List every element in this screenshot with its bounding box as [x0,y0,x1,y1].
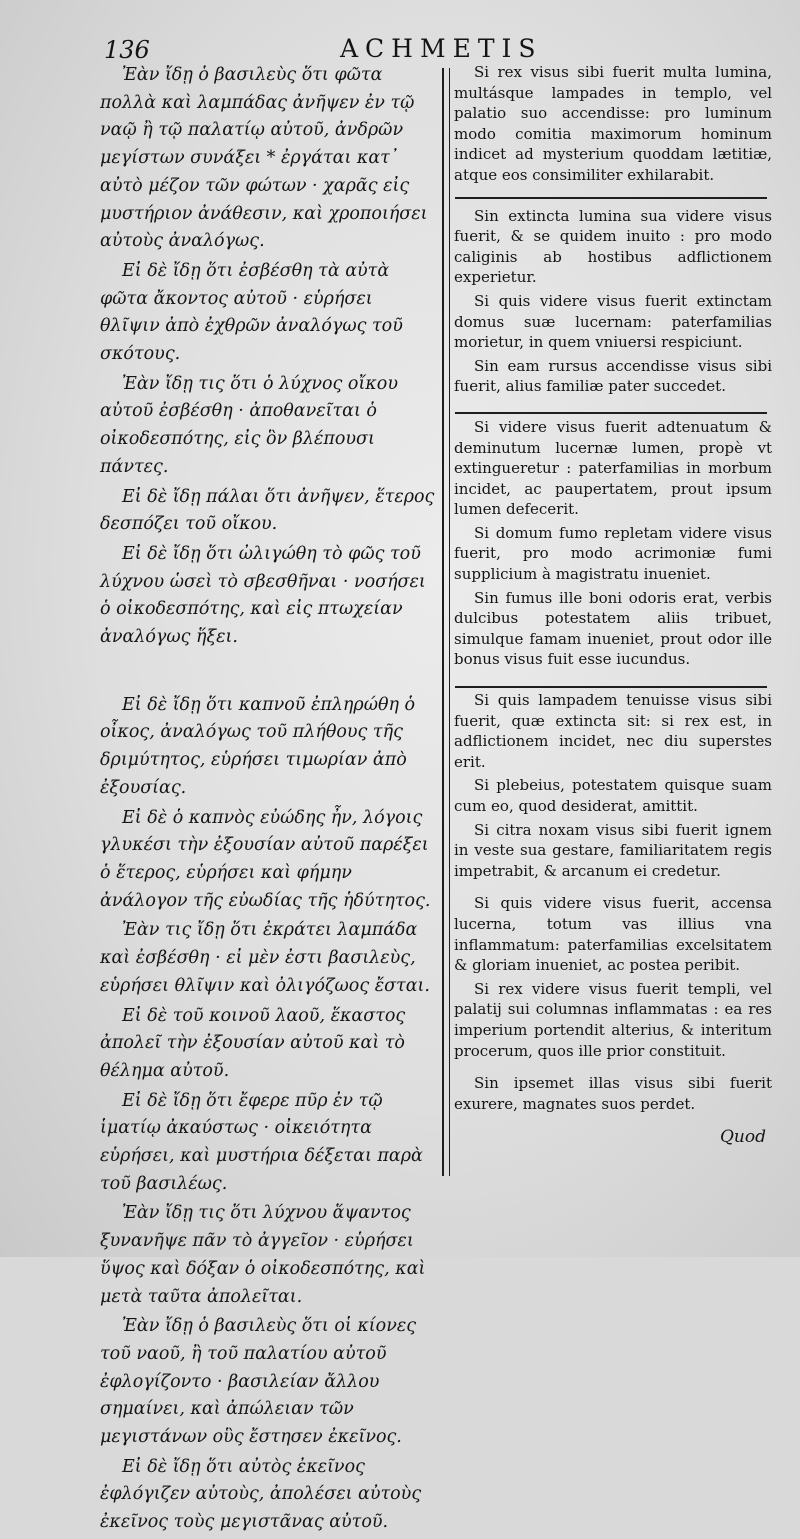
greek-paragraph: Ἐὰν ἴδῃ ὁ βασιλεὺς ὅτι φῶτα πολλὰ καὶ λαμπάδας ἀνῆψεν ἐν τῷ ναῷ ἢ τῷ παλατίῳ αὐτοῦ, ἀνδρῶν μεγίστων συνάξει * ἐργάται κατ᾽ αὐτὸ μέζον τῶν φώτων · χαρᾶς εἰς μυστήριον ἀνάθεσιν, καὶ χροποιήσει αὐτοὺς ἀναλόγως. [100,65,428,252]
latin-paragraph: Si quis lampadem tenuisse visus sibi fuerit, quæ extincta sit: si rex est, in adflictionem incidet, nec diu superstes erit. [454,691,772,771]
page-number: 136 [104,36,150,64]
greek-text-column [100,62,435,1539]
column-divider [442,68,444,1176]
latin-paragraph: Si videre visus fuerit adtenuatum & deminutum lucernæ lumen, propè vt extingueretur : paterfamilias in morbum incidet, ac paupertatem, prout ipsum lumen defecerit. [454,417,772,519]
latin-text-column [454,62,772,1117]
greek-paragraph: Ἐὰν τις ἴδῃ ὅτι ἐκράτει λαμπάδα καὶ ἐσβέσθη · εἰ μὲν ἐστι βασιλεὺς, εὑρήσει θλῖψιν καὶ ὀλιγόζωος ἔσται. [100,920,430,996]
greek-paragraph: Εἰ δὲ ὁ καπνὸς εὐώδης ἦν, λόγοις γλυκέσι τὴν ἐξουσίαν αὐτοῦ παρέξει ὁ ἕτερος, εὑρήσει καὶ φήμην ἀνάλογον τῆς εὐωδίας τῆς ἡδύτητος. [100,807,431,911]
greek-paragraph: Εἰ δὲ ἴδῃ ὅτι ἐσβέσθη τὰ αὐτὰ φῶτα ἄκοντος αὐτοῦ · εὑρήσει θλῖψιν ἀπὸ ἐχθρῶν ἀναλόγως τοῦ σκότους. [100,260,403,365]
latin-paragraph: Si rex videre visus fuerit templi, vel palatij sui columnas inflammatas : ea res imperium portendit alterius, & interitum procerum, quos ille prior constituit. [454,979,772,1060]
column-divider-thin [449,68,450,1176]
greek-paragraph: Ἐὰν ἴδῃ τις ὅτι λύχνου ἅψαντος ξυνανῆψε πᾶν τὸ ἀγγεῖον · εὑρήσει ὕψος καὶ δόξαν ὁ οἰκοδεσπότης, καὶ μετὰ ταῦτα ἀπολεῖται. [100,1203,426,1307]
latin-paragraph: Si quis videre visus fuerit, accensa lucerna, totum vas illius vna inflammatum: paterfamilias excelsitatem & gloriam inueniet, ac postea peribit. [454,894,772,975]
latin-paragraph: Si plebeius, potestatem quisque suam cum eo, quod desiderat, amittit. [454,776,772,815]
catchword: Quod [720,1127,767,1147]
latin-paragraph: Si rex visus sibi fuerit multa lumina, multásque lampades in templo, vel palatio suo accendisse: pro luminum modo comitia maximorum hominum indicet ad mysterium quoddam lætitiæ, atque eos consimiliter exhilarabit. [454,63,772,184]
greek-paragraph: Εἰ δὲ ἴδῃ ὅτι ὠλιγώθη τὸ φῶς τοῦ λύχνου ὡσεὶ τὸ σβεσθῆναι · νοσήσει ὁ οἰκοδεσπότης, καὶ εἰς πτωχείαν ἀναλόγως ἥξει. [100,543,426,648]
latin-paragraph: Si citra noxam visus sibi fuerit ignem in veste sua gestare, familiaritatem regis impetrabit, & arcanum ei credetur. [454,820,772,880]
greek-paragraph: Ἐὰν ἴδῃ ὁ βασιλεὺς ὅτι οἱ κίονες τοῦ ναοῦ, ἢ τοῦ παλατίου αὐτοῦ ἐφλογίζοντο · βασιλείαν ἄλλου σημαίνει, καὶ ἀπώλειαν τῶν μεγιστάνων οὓς ἔστησεν ἐκεῖνος. [100,1316,417,1448]
latin-paragraph: Si quis videre visus fuerit extinctam domus suæ lucernam: paterfamilias morietur, in quem vniuersi respiciunt. [454,291,772,352]
greek-paragraph: Εἰ δὲ ἴδῃ ὅτι ἔφερε πῦρ ἐν τῷ ἱματίῳ ἀκαύστως · οἰκειότητα εὑρήσει, καὶ μυστήρια δέξεται παρὰ τοῦ βασιλέως. [100,1090,423,1194]
greek-paragraph: Εἰ δὲ ἴδῃ ὅτι αὐτὸς ἐκεῖνος ἐφλόγιζεν αὐτοὺς, ἀπολέσει αὐτοὺς ἐκεῖνος τοὺς μεγιστᾶνας αὐτοῦ. [100,1456,422,1533]
greek-paragraph: Εἰ δὲ τοῦ κοινοῦ λαοῦ, ἕκαστος ἀπολεῖ τὴν ἐξουσίαν αὐτοῦ καὶ τὸ θέλημα αὐτοῦ. [100,1005,406,1081]
latin-paragraph: Sin eam rursus accendisse visus sibi fuerit, alius familiæ pater succedet. [454,356,772,396]
greek-paragraph: Εἰ δὲ ἴδῃ πάλαι ὅτι ἀνῆψεν, ἕτερος δεσπόζει τοῦ οἴκου. [100,486,435,535]
latin-paragraph: Sin extincta lumina sua videre visus fuerit, & se quidem inuito : pro modo caliginis ab hostibus adflictionem experietur. [454,206,772,287]
greek-paragraph: Ἐὰν ἴδῃ τις ὅτι ὁ λύχνος οἴκου αὐτοῦ ἐσβέσθη · ἀποθανεῖται ὁ οἰκοδεσπότης, εἰς ὃν βλέπουσι πάντες. [100,373,398,477]
running-head: ACHMETIS [340,34,543,63]
latin-paragraph: Sin fumus ille boni odoris erat, verbis dulcibus potestatem aliis tribuet, simulque famam inueniet, prout odor ille bonus visus fuit esse iucundus. [454,588,772,669]
latin-paragraph: Si domum fumo repletam videre visus fuerit, pro modo acrimoniæ fumi supplicium à magistratu inueniet. [454,523,772,584]
greek-paragraph: Εἰ δὲ ἴδῃ ὅτι καπνοῦ ἐπληρώθη ὁ οἶκος, ἀναλόγως τοῦ πλήθους τῆς δριμύτητος, εὑρήσει τιμωρίαν ἀπὸ ἐξουσίας. [100,694,416,798]
latin-paragraph: Sin ipsemet illas visus sibi fuerit exurere, magnates suos perdet. [454,1074,772,1113]
